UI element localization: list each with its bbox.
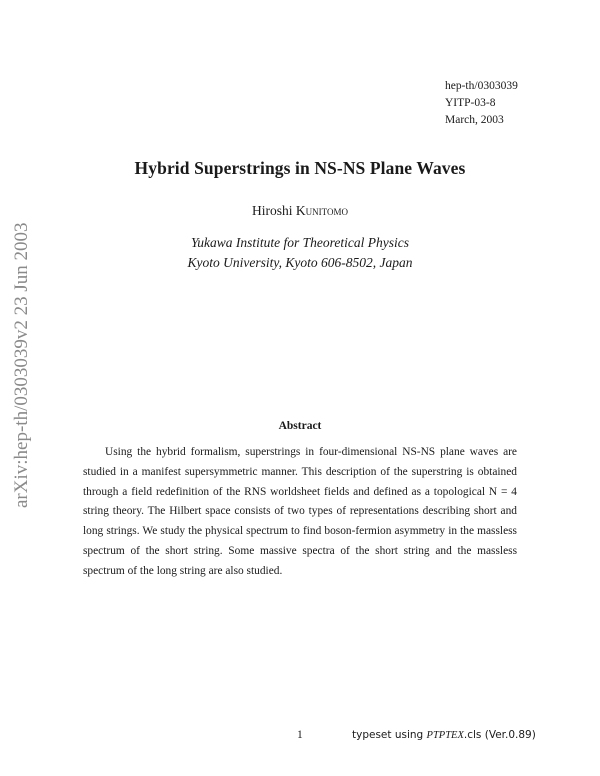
arxiv-id: hep-th/0303039 — [445, 80, 518, 92]
arxiv-stamp: arXiv:hep-th/0303039v2 23 Jun 2003 — [11, 222, 32, 508]
page-number: 1 — [297, 729, 303, 741]
author — [0, 203, 600, 219]
report-number: YITP-03-8 — [445, 97, 496, 109]
abstract-body — [83, 443, 517, 582]
affiliation-line-2: Kyoto University, Kyoto 606-8502, Japan — [187, 255, 413, 270]
preprint-info — [445, 78, 518, 129]
typeset-note — [352, 729, 536, 741]
affiliation-line-1: Yukawa Institute for Theoretical Physics — [191, 235, 409, 250]
abstract-text: Using the hybrid formalism, superstrings in four-dimensional NS-NS plane waves are studied in a manifest supersymmetric manner. This description of the superstring is obtained through a field redefinition of the RNS worldsheet fields and defined as a topological N = 4 string theory. The Hilbert space consists of two types of representations describing short and long strings. We study the physical spectrum to find boson-fermion asymmetry in the massless spectrum of the short string. Some massive spectra of the short string and the massless spectrum of the long string are also studied. — [83, 446, 517, 577]
typeset-suffix: .cls (Ver.0.89) — [463, 729, 536, 741]
author-first-name: Hiroshi — [252, 203, 293, 218]
typeset-prefix: typeset using — [352, 729, 427, 741]
abstract-heading: Abstract — [278, 420, 322, 432]
preprint-date: March, 2003 — [445, 114, 504, 126]
affiliation — [0, 233, 600, 273]
author-last-name: Kunitomo — [295, 203, 348, 218]
typeset-logo: PTPTEX — [426, 730, 464, 741]
paper-title: Hybrid Superstrings in NS-NS Plane Waves — [134, 158, 466, 178]
